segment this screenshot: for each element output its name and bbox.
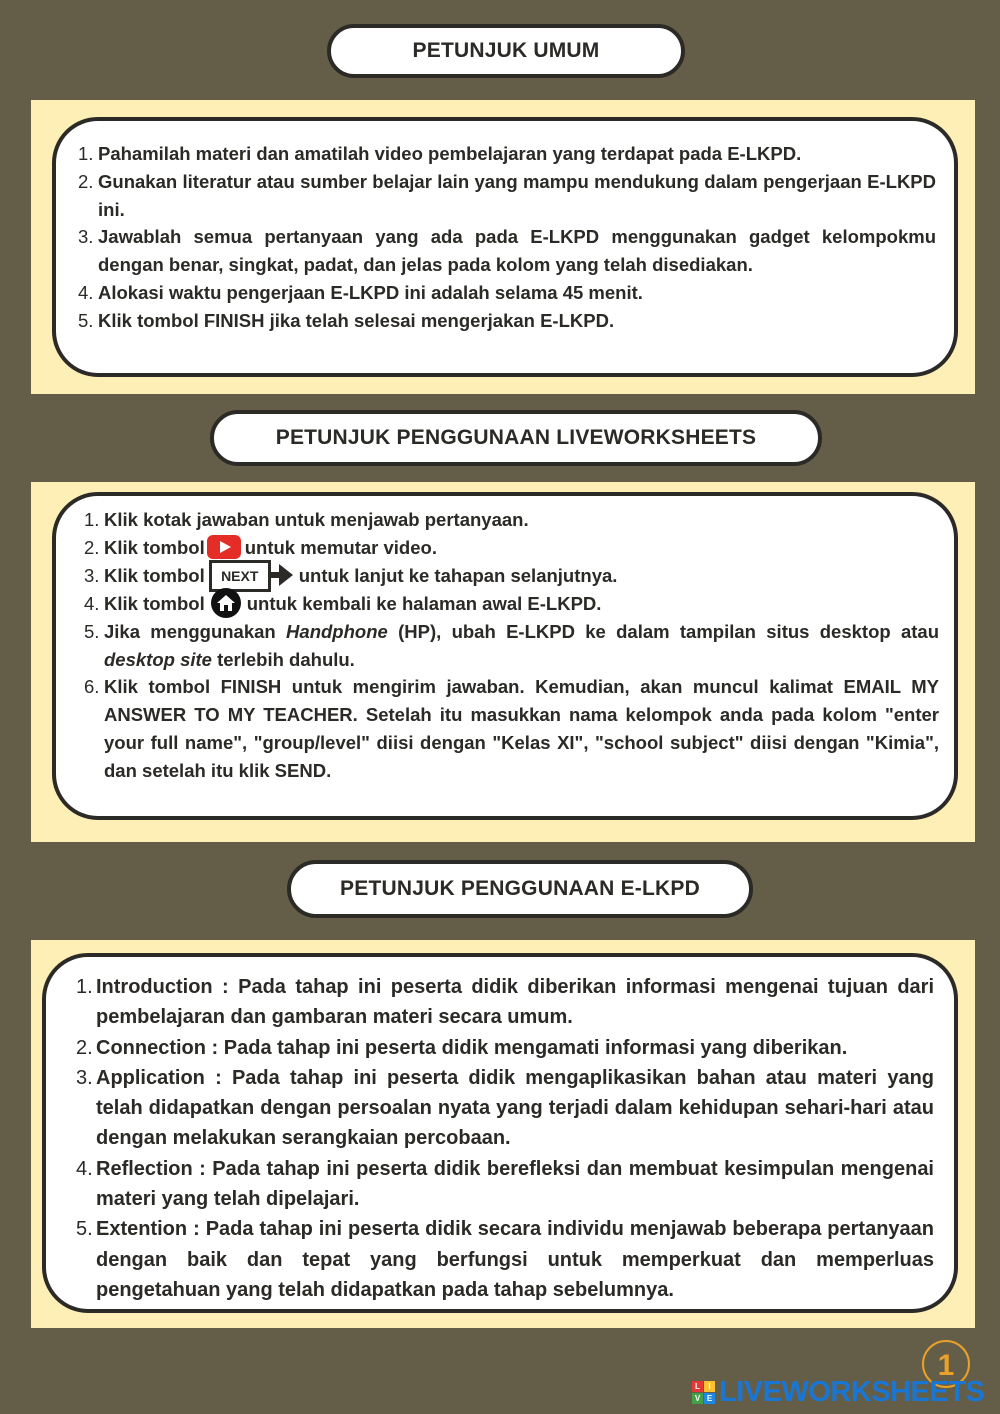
list-item [76,972,934,1033]
home-icon [211,588,241,618]
item-text-post: untuk kembali ke halaman awal E-LKPD. [246,592,602,614]
list-item [84,673,939,784]
section-title-text: PETUNJUK PENGGUNAAN LIVEWORKSHEETS [275,426,757,449]
item-number: 6. [84,676,100,698]
item-text: Jawablah semua pertanyaan yang ada pada E-LKPD menggunakan gadget kelompokmu dengan benar, singkat, padat, dan jelas pada kolom yang telah disediakan. [98,226,936,276]
section-title-text: PETUNJUK PENGGUNAAN E-LKPD [340,877,700,900]
list-item [76,1063,934,1154]
item-text [104,590,939,618]
next-arrow-head-icon [279,564,293,586]
item-text [104,618,939,674]
item-text-pre: Klik tombol [104,564,205,586]
item-number: 5. [84,620,100,642]
next-button-label: NEXT [209,560,271,592]
section-title-text: PETUNJUK UMUM [412,39,600,62]
logo-letter: V [692,1393,703,1404]
item-number: 5. [76,1218,93,1241]
logo-mark-icon [692,1381,715,1404]
list-item [84,590,939,618]
list-item [76,1154,934,1215]
item-text-part: terlebih dahulu. [217,648,355,670]
item-text: Reflection : Pada tahap ini peserta didik berefleksi dan membuat kesimpulan mengenai materi yang telah dipelajari. [96,1157,934,1211]
section-title-liveworksheets [210,410,822,466]
item-text: Klik kotak jawaban untuk menjawab pertanyaan. [104,509,529,530]
item-text-post: untuk lanjut ke tahapan selanjutnya. [298,564,618,586]
section-title-elkpd [287,860,753,918]
item-number: 4. [76,1157,93,1180]
item-text-pre: Klik tombol [104,536,205,558]
item-text [104,562,939,590]
item-text: Pahamilah materi dan amatilah video pembelajaran yang terdapat pada E-LKPD. [98,143,802,164]
logo-letter: I [704,1381,715,1392]
list-item [78,307,936,335]
item-number: 1. [78,143,94,164]
item-text-italic: desktop site [104,648,212,670]
logo-letter: E [704,1393,715,1404]
next-button-icon [209,560,295,590]
item-text-part: (HP), ubah E-LKPD ke dalam tampilan situs desktop atau [398,620,940,642]
item-number: 4. [78,281,94,303]
item-number: 1. [84,509,100,530]
list-item [84,534,939,562]
item-text: Alokasi waktu pengerjaan E-LKPD ini adalah selama 45 menit. [98,281,643,303]
list-item [84,506,939,534]
list-item [84,562,939,590]
logo-letter: L [692,1381,703,1392]
elkpd-instructions-list [76,972,934,1305]
item-number: 1. [76,976,93,998]
general-instructions-list [78,140,936,335]
list-item [76,1033,934,1063]
item-number: 3. [76,1066,93,1089]
item-text-post: untuk memutar video. [244,536,437,558]
item-number: 2. [78,170,94,192]
item-number: 4. [84,592,100,614]
liveworksheets-instructions-list [84,506,939,785]
page-number: 1 [922,1340,970,1388]
item-number: 3. [78,226,94,248]
section-card-3 [42,953,958,1313]
item-text [104,534,939,562]
section-card-1 [52,117,958,377]
item-text-italic: Handphone [286,620,388,642]
item-text: Klik tombol FINISH untuk mengirim jawaban. Kemudian, akan muncul kalimat EMAIL MY ANSWER TO MY TEACHER. Setelah itu masukkan nama kelompok anda pada kolom "enter your full name", "group/level" diisi dengan "Kelas XI", "school subject" diisi dengan "Kimia", dan setelah itu klik SEND. [104,676,939,781]
section-card-2 [52,492,958,820]
list-item [78,279,936,307]
youtube-play-icon [207,535,241,559]
logo-text: LIVEWORKSHEETS [719,1376,985,1408]
liveworksheets-logo[interactable] [692,1376,984,1409]
list-item [78,223,936,279]
item-text-part: Jika menggunakan [104,620,276,642]
item-number: 3. [84,564,100,586]
item-text: Introduction : Pada tahap ini peserta didik diberikan informasi mengenai tujuan dari pembelajaran dan gambaran materi secara umum. [96,976,934,1029]
item-text-pre: Klik tombol [104,592,205,614]
section-title-petunjuk-umum [327,24,685,78]
item-number: 2. [76,1036,93,1059]
list-item [76,1214,934,1305]
item-text: Connection : Pada tahap ini peserta didik mengamati informasi yang diberikan. [96,1036,848,1059]
item-number: 2. [84,536,100,558]
item-text: Application : Pada tahap ini peserta didik mengaplikasikan bahan atau materi yang telah didapatkan dengan persoalan nyata yang terjadi dalam kehidupan sehari-hari atau dengan melakukan serangkaian percobaan. [96,1066,934,1150]
item-number: 5. [78,309,94,331]
item-text: Gunakan literatur atau sumber belajar lain yang mampu mendukung dalam pengerjaan E-LKPD ini. [98,170,936,220]
list-item [78,168,936,224]
item-text: Extention : Pada tahap ini peserta didik secara individu menjawab beberapa pertanyaan dengan baik dan tepat yang berfungsi untuk memperkuat dan memperluas pengetahuan yang telah didapatkan pada tahap sebelumnya. [96,1218,934,1301]
item-text: Klik tombol FINISH jika telah selesai mengerjakan E-LKPD. [98,309,615,331]
list-item [84,618,939,674]
list-item [78,140,936,168]
